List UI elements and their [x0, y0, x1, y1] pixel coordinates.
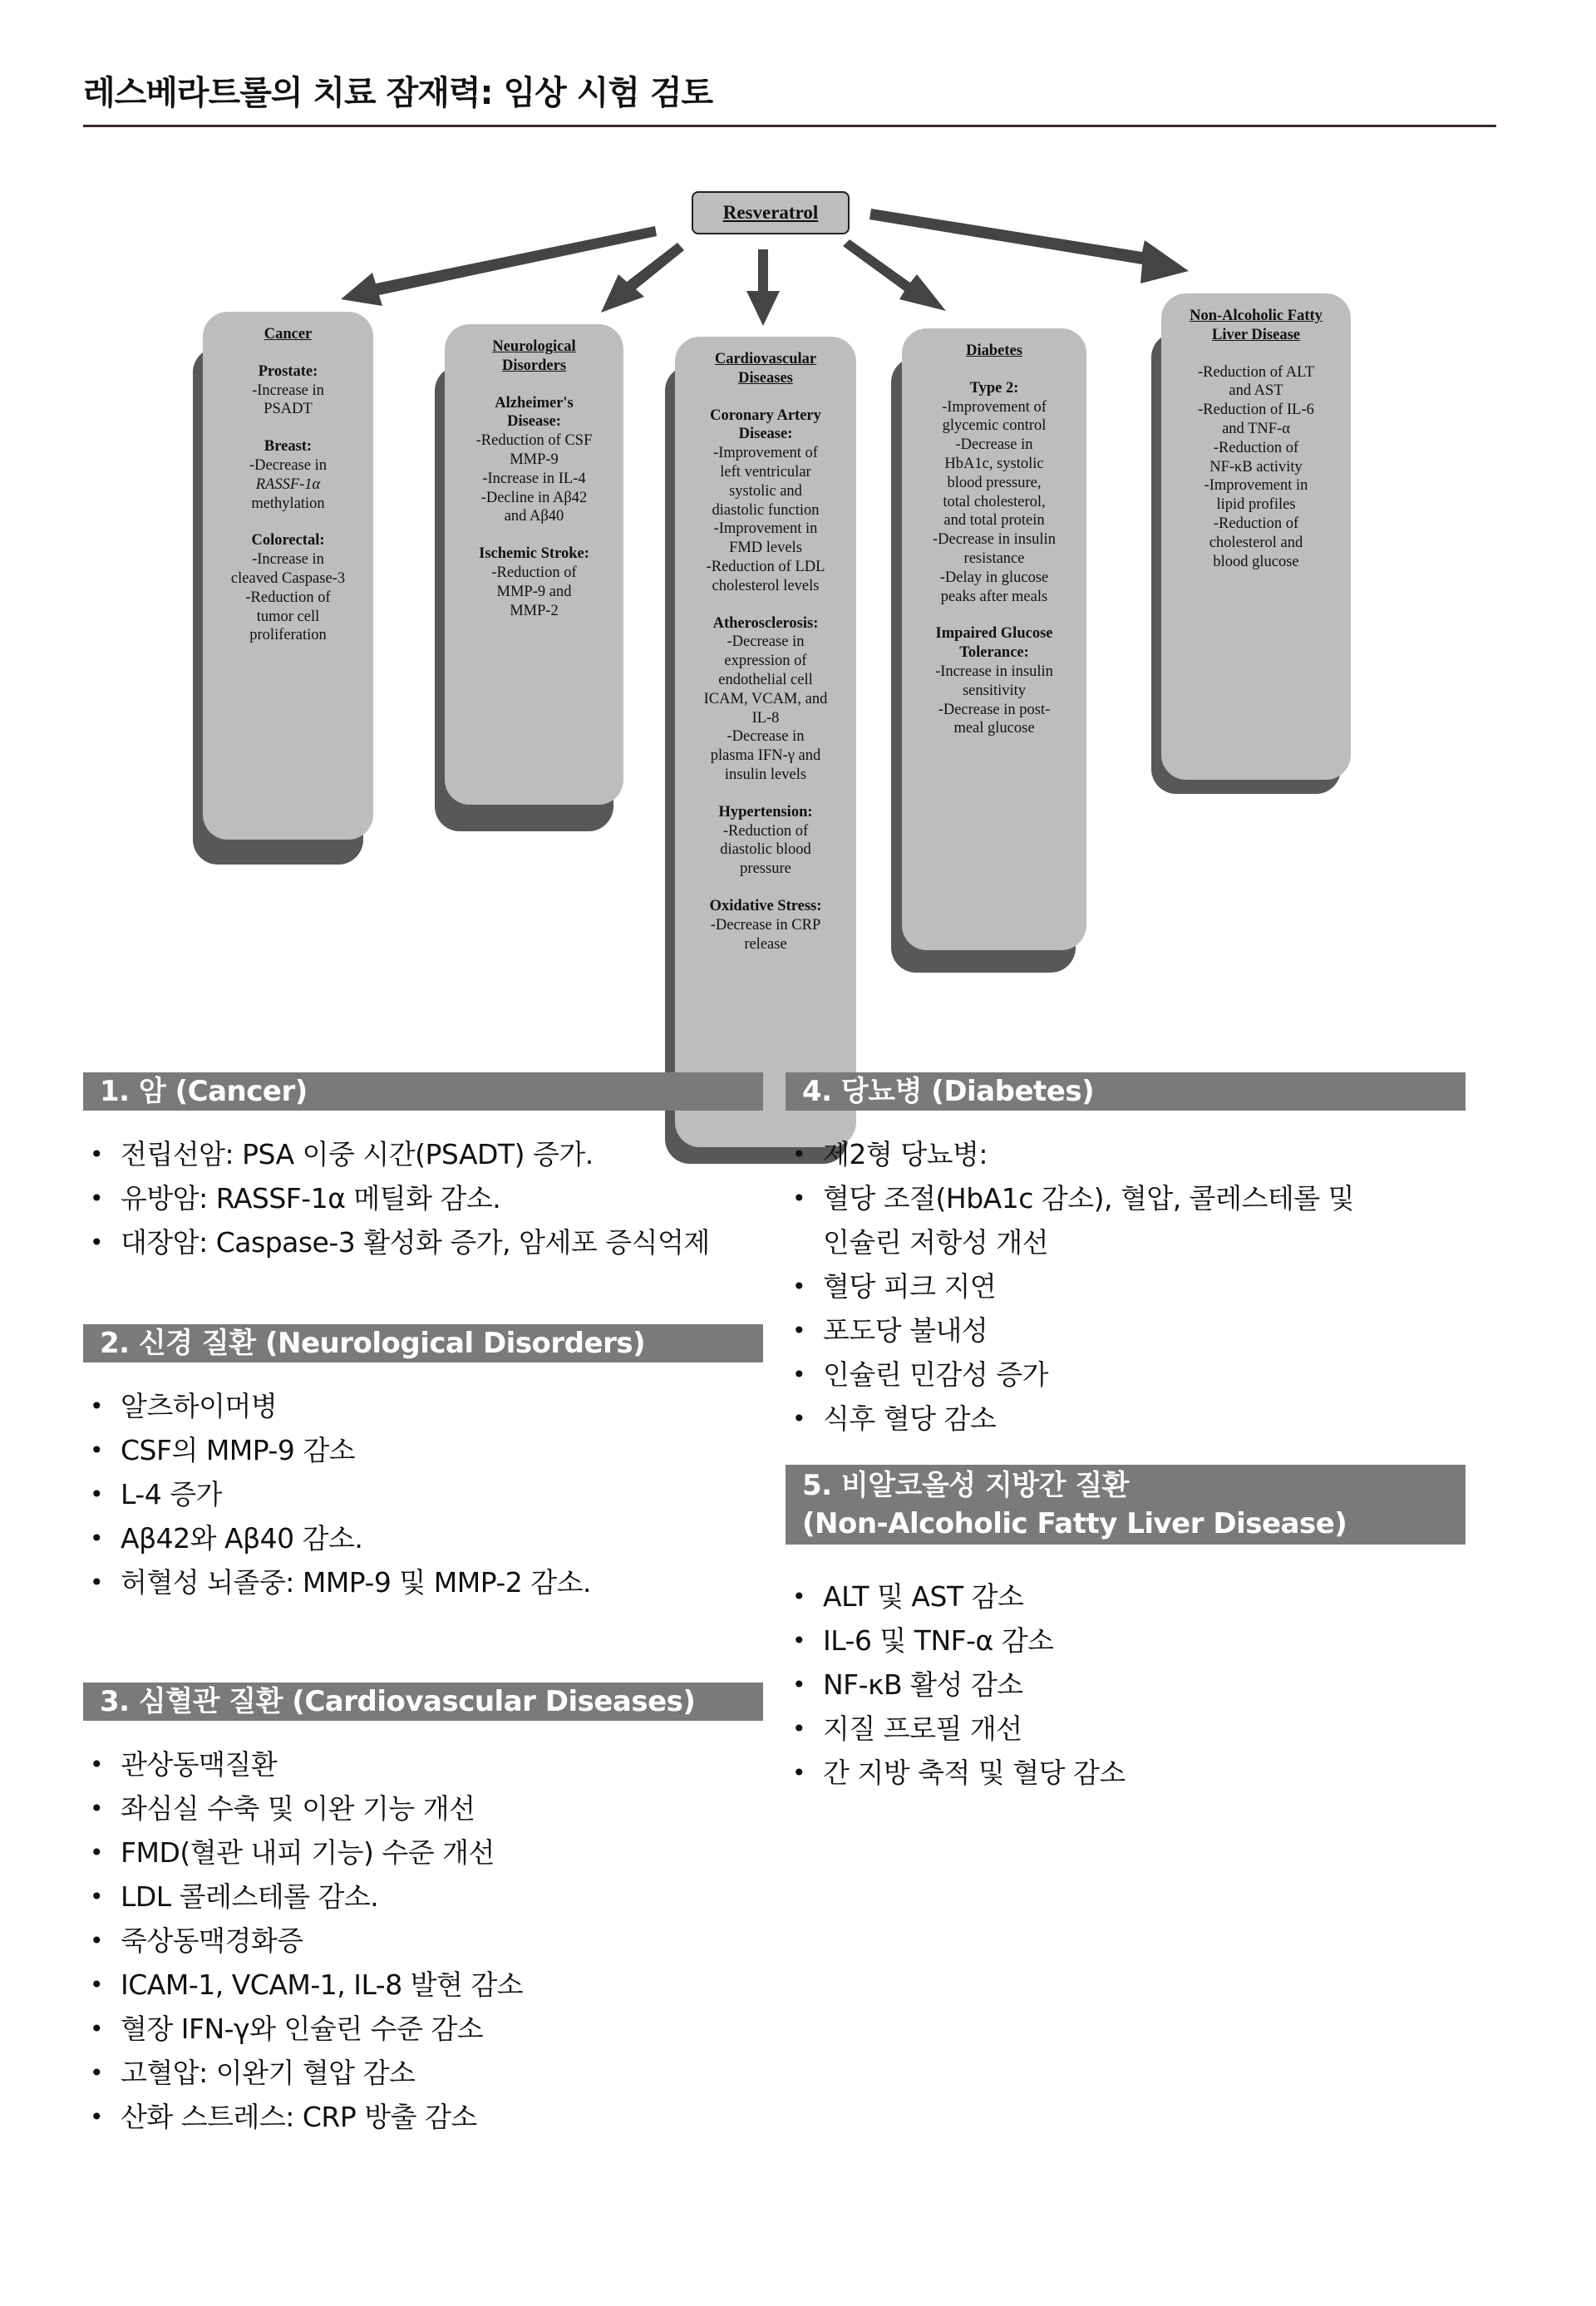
card-line: -Increase in IL-4 — [482, 470, 586, 487]
bullet-icon: • — [792, 1715, 806, 1742]
card-line: release — [744, 935, 787, 953]
resveratrol-diagram — [0, 166, 1596, 998]
list-item-text: 식후 혈당 감소 — [823, 1402, 997, 1435]
bullet-icon: • — [792, 1759, 806, 1786]
card-subheading: Alzheimer's — [495, 394, 574, 411]
list-item — [83, 1742, 765, 1786]
card-line: -Decrease in insulin — [933, 531, 1056, 549]
card-line: -Delay in glucose — [939, 569, 1049, 586]
card-spacer — [675, 879, 856, 897]
bullet-icon: • — [90, 1883, 104, 1910]
card-line: NF-κB activity — [1209, 458, 1303, 475]
card-line: cholesterol levels — [712, 577, 820, 594]
card-line: proliferation — [249, 627, 327, 644]
card-spacer — [203, 419, 373, 437]
card-line: blood pressure, — [947, 474, 1042, 491]
list-item-text: 좌심실 수축 및 이완 기능 개선 — [121, 1792, 475, 1825]
bullet-icon: • — [792, 1317, 806, 1344]
card-line: meal glucose — [953, 720, 1035, 737]
card-line: plasma IFN-γ and — [710, 747, 821, 765]
neuro-card-title: Neurological Disorders — [492, 338, 576, 374]
card-subheading: Disease: — [738, 426, 793, 443]
card-spacer — [902, 606, 1086, 624]
list-item-text: 관상동맥질환 — [121, 1748, 278, 1781]
diabetes-card — [902, 328, 1086, 950]
list-item — [786, 1574, 1484, 1619]
list-item-text: ICAM-1, VCAM-1, IL-8 발현 감소 — [121, 1968, 524, 2001]
bullet-icon: • — [792, 1361, 806, 1388]
card-line: -Reduction of ALT — [1197, 363, 1315, 381]
cardio-card-title: Cardiovascular Diseases — [714, 351, 817, 387]
list-item-text: 알츠하이머병 — [121, 1390, 278, 1422]
list-item — [786, 1308, 1484, 1353]
nafld-card-body — [1161, 363, 1351, 572]
section-diabetes-list — [786, 1132, 1484, 1441]
card-line: -Reduction of — [491, 564, 577, 581]
card-line: -Improvement of — [713, 445, 818, 462]
list-item-text: 제2형 당뇨병: — [823, 1138, 988, 1170]
list-item-text: 허혈성 뇌졸중: MMP-9 및 MMP-2 감소. — [121, 1566, 592, 1599]
card-line: -Decrease in — [955, 436, 1033, 454]
list-item — [83, 1786, 765, 1831]
diabetes-card-body — [902, 379, 1086, 738]
list-item — [83, 2007, 765, 2051]
card-line: -Improvement of — [942, 398, 1047, 416]
list-item-text: 혈당 조절(HbA1c 감소), 혈압, 콜레스테롤 및 — [823, 1182, 1354, 1215]
arrow-to-neuro — [601, 243, 684, 313]
list-item-text: 간 지방 축적 및 혈당 감소 — [823, 1757, 1126, 1789]
cancer-card-title: Cancer — [264, 326, 313, 342]
list-item — [786, 1751, 1484, 1795]
list-item-text: 혈장 IFN-γ와 인슐린 수준 감소 — [121, 2013, 484, 2045]
card-subheading: Colorectal: — [251, 532, 325, 549]
cardio-card — [675, 337, 856, 1147]
bullet-icon: • — [90, 1795, 104, 1822]
list-item — [83, 1472, 765, 1516]
list-item — [786, 1132, 1484, 1176]
arrow-to-nafld — [869, 209, 1189, 283]
list-item-text: 산화 스트레스: CRP 방출 감소 — [121, 2101, 477, 2133]
bullet-icon: • — [792, 1273, 806, 1300]
card-line: and TNF-α — [1222, 420, 1290, 437]
card-subheading: Oxidative Stress: — [709, 897, 822, 914]
card-line: systolic and — [729, 482, 802, 500]
card-line: expression of — [724, 653, 807, 670]
card-line: and total protein — [943, 512, 1045, 530]
bullet-icon: • — [90, 2059, 104, 2087]
card-line: -Decrease in — [249, 456, 327, 474]
nafld-card — [1161, 293, 1351, 780]
cancer-card-body — [203, 362, 373, 645]
section-nafld-header-line1: 5. 비알코올성 지방간 질환 — [802, 1469, 1130, 1502]
list-item-text: 포도당 불내성 — [823, 1314, 988, 1347]
card-line: and AST — [1229, 382, 1283, 400]
list-item — [83, 1176, 765, 1220]
card-subheading: Tolerance: — [959, 644, 1029, 662]
card-subheading: Impaired Glucose — [935, 625, 1053, 643]
list-item-text: IL-6 및 TNF-α 감소 — [823, 1624, 1054, 1657]
list-item-text: 전립선암: PSA 이중 시간(PSADT) 증가. — [121, 1138, 594, 1170]
list-item-text: Aβ42와 Aβ40 감소. — [121, 1522, 363, 1555]
list-item-text: ALT 및 AST 감소 — [823, 1580, 1024, 1613]
card-line: blood glucose — [1213, 553, 1299, 570]
section-neuro-header: 2. 신경 질환 (Neurological Disorders) — [83, 1324, 763, 1362]
card-line: -Increase in — [252, 382, 324, 399]
arrow-to-diabetes — [843, 239, 946, 311]
list-item — [786, 1397, 1484, 1441]
card-line: RASSF-1α — [255, 475, 321, 493]
list-item — [83, 2051, 765, 2095]
list-item-text: L-4 증가 — [121, 1478, 222, 1510]
list-item — [83, 1919, 765, 1963]
list-item — [786, 1353, 1484, 1397]
card-line: cholesterol and — [1209, 534, 1303, 551]
card-line: -Reduction of — [1213, 515, 1299, 532]
card-line: -Decrease in post- — [938, 701, 1051, 718]
list-item-text: CSF의 MMP-9 감소 — [121, 1434, 356, 1466]
card-line: -Reduction of — [722, 822, 809, 840]
card-spacer — [675, 785, 856, 803]
list-item-text: LDL 콜레스테롤 감소. — [121, 1880, 379, 1913]
list-item — [786, 1619, 1484, 1663]
card-line: -Reduction of — [245, 589, 331, 606]
card-line: -Decline in Aβ42 — [480, 489, 588, 506]
card-line: -Reduction of — [1213, 439, 1299, 456]
card-line: IL-8 — [751, 709, 780, 727]
card-subheading: Prostate: — [258, 362, 318, 380]
card-line: -Reduction of CSF — [475, 432, 593, 450]
card-line: FMD levels — [729, 540, 802, 557]
list-item — [83, 1560, 765, 1604]
card-line: and Aβ40 — [504, 508, 564, 525]
card-spacer — [675, 596, 856, 614]
page-title: 레스베라트롤의 치료 잠재력: 임상 시험 검토 — [83, 74, 713, 112]
resveratrol-root-box: Resveratrol — [692, 191, 850, 234]
card-line: resistance — [963, 549, 1025, 567]
section-cardio-header: 3. 심혈관 질환 (Cardiovascular Diseases) — [83, 1683, 763, 1721]
card-line: pressure — [740, 860, 791, 878]
nafld-card-title: Non-Alcoholic Fatty Liver Disease — [1190, 308, 1323, 343]
bullet-icon: • — [90, 1971, 104, 1998]
arrow-to-cardio — [746, 249, 780, 326]
section-cancer-header: 1. 암 (Cancer) — [83, 1072, 763, 1111]
bullet-icon: • — [90, 1185, 104, 1212]
bullet-icon: • — [90, 1569, 104, 1596]
bullet-icon: • — [792, 1671, 806, 1698]
card-line: -Reduction of IL-6 — [1198, 402, 1314, 419]
bullet-icon: • — [90, 2103, 104, 2131]
section-nafld-header — [786, 1465, 1465, 1545]
card-line: -Improvement in — [713, 520, 818, 538]
list-item — [786, 1707, 1484, 1751]
card-spacer — [445, 526, 623, 544]
card-subheading: Breast: — [264, 438, 313, 456]
bullet-icon: • — [90, 1141, 104, 1168]
list-item-text: 죽상동맥경화증 — [121, 1924, 303, 1957]
list-item — [83, 2095, 765, 2139]
list-item — [83, 1963, 765, 2007]
list-item — [83, 1132, 765, 1176]
bullet-icon: • — [90, 2015, 104, 2042]
card-line: total cholesterol, — [943, 493, 1046, 510]
list-item-text: 고혈압: 이완기 혈압 감소 — [121, 2057, 416, 2089]
bullet-icon: • — [90, 1481, 104, 1508]
card-line: PSADT — [264, 401, 313, 418]
card-line: -Decrease in CRP — [710, 916, 821, 934]
card-line: -Increase in insulin — [935, 663, 1053, 680]
neuro-card-body — [445, 394, 623, 621]
card-line: sensitivity — [962, 682, 1027, 699]
bullet-icon: • — [90, 1436, 104, 1464]
card-line: MMP-9 — [510, 451, 559, 468]
card-subheading: Hypertension: — [718, 803, 813, 820]
list-item-text: FMD(혈관 내피 기능) 수준 개선 — [121, 1836, 495, 1869]
list-item — [83, 1220, 765, 1264]
card-line: left ventricular — [720, 463, 811, 480]
card-line: MMP-2 — [510, 602, 559, 619]
card-subheading: Atherosclerosis: — [712, 614, 819, 632]
title-divider — [83, 125, 1496, 127]
bullet-icon: • — [90, 1927, 104, 1954]
list-item — [786, 1176, 1484, 1264]
list-item-text: 혈당 피크 지연 — [823, 1270, 997, 1303]
card-line: glycemic control — [942, 417, 1047, 435]
card-line: endothelial cell — [718, 671, 813, 688]
bullet-icon: • — [90, 1751, 104, 1778]
card-line: -Increase in — [252, 551, 324, 569]
bullet-icon: • — [90, 1839, 104, 1866]
card-line: MMP-9 and — [496, 583, 572, 600]
card-line: -Improvement in — [1204, 477, 1308, 495]
card-subheading: Ischemic Stroke: — [479, 545, 589, 563]
list-item — [83, 1875, 765, 1919]
card-line: -Decrease in — [727, 728, 805, 746]
card-line: tumor cell — [256, 608, 320, 625]
list-item — [83, 1384, 765, 1428]
card-subheading: Disease: — [507, 413, 561, 431]
card-line: cleaved Caspase-3 — [230, 569, 346, 587]
bullet-icon: • — [792, 1405, 806, 1432]
list-item — [83, 1831, 765, 1875]
card-line: HbA1c, systolic — [944, 455, 1044, 472]
card-line: -Reduction of LDL — [706, 558, 825, 575]
bullet-icon: • — [792, 1627, 806, 1654]
card-spacer — [203, 513, 373, 531]
cardio-card-body — [675, 407, 856, 954]
diabetes-card-title: Diabetes — [966, 342, 1022, 359]
bullet-icon: • — [90, 1392, 104, 1420]
bullet-icon: • — [90, 1229, 104, 1256]
card-subheading: Coronary Artery — [710, 407, 821, 424]
list-item-text: 지질 프로필 개선 — [823, 1712, 1022, 1745]
bullet-icon: • — [792, 1185, 806, 1212]
section-cancer-list — [83, 1132, 765, 1264]
card-line: insulin levels — [724, 766, 807, 783]
card-line: ICAM, VCAM, and — [703, 690, 828, 707]
list-item-text: 인슐린 민감성 증가 — [823, 1358, 1049, 1391]
card-line: peaks after meals — [940, 588, 1048, 605]
list-item — [786, 1264, 1484, 1308]
list-item-text: 대장암: Caspase-3 활성화 증가, 암세포 증식억제 — [121, 1226, 710, 1259]
section-nafld-list — [786, 1574, 1484, 1795]
neuro-card — [445, 324, 623, 805]
list-item — [83, 1428, 765, 1472]
section-nafld-header-line2: (Non-Alcoholic Fatty Liver Disease) — [802, 1507, 1347, 1540]
bullet-icon: • — [792, 1583, 806, 1610]
cancer-card — [203, 312, 373, 840]
card-line: lipid profiles — [1216, 496, 1296, 514]
list-item-text-continued: 인슐린 저항성 개선 — [823, 1226, 1049, 1259]
card-subheading: Type 2: — [969, 379, 1019, 397]
list-item — [786, 1663, 1484, 1707]
section-cardio-list — [83, 1742, 765, 2139]
section-neuro-list — [83, 1384, 765, 1604]
list-item — [83, 1516, 765, 1560]
card-line: methylation — [251, 495, 325, 512]
card-line: -Decrease in — [727, 633, 805, 651]
arrow-to-cancer — [341, 226, 657, 306]
card-line: diastolic blood — [720, 841, 811, 859]
bullet-icon: • — [90, 1525, 104, 1552]
list-item-text: NF-κB 활성 감소 — [823, 1668, 1023, 1701]
bullet-icon: • — [792, 1141, 806, 1168]
section-diabetes-header: 4. 당뇨병 (Diabetes) — [786, 1072, 1465, 1111]
card-line: diastolic function — [712, 501, 820, 519]
list-item-text: 유방암: RASSF-1α 메틸화 감소. — [121, 1182, 501, 1215]
